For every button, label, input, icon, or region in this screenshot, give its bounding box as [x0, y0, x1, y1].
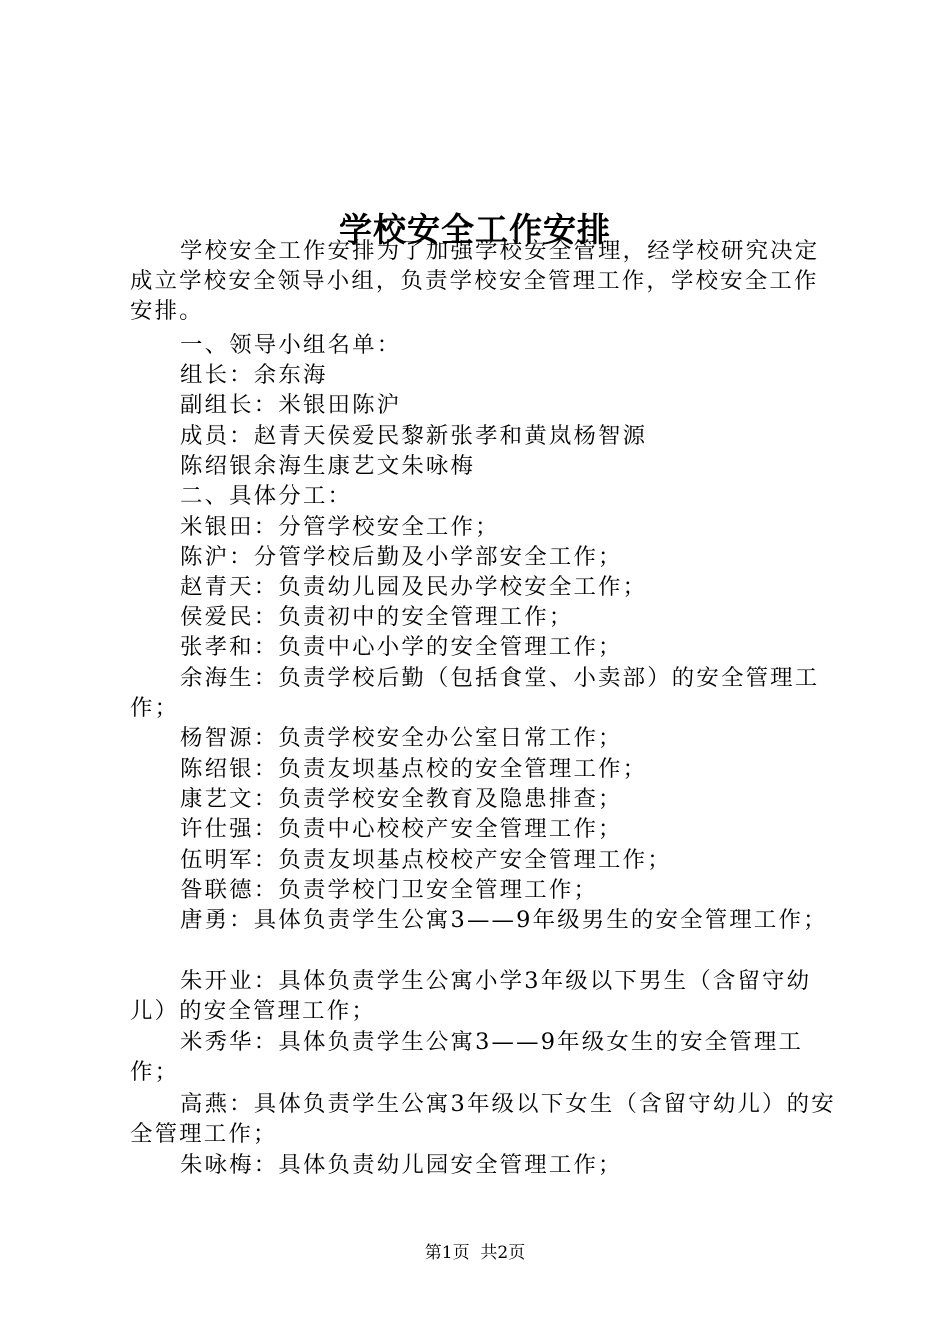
page-footer: 第1页 共2页: [424, 1243, 526, 1263]
duty-item: 余海生：负责学校后勤（包括食堂、小卖部）的安全管理工作；: [130, 665, 820, 722]
duty-item: 陈绍银：负责友坝基点校的安全管理工作；: [180, 756, 648, 782]
duty-item: 朱开业：具体负责学生公寓小学3年级以下男生（含留守幼儿）的安全管理工作；: [130, 968, 812, 1025]
duty-item: 许仕强：负责中心校校产安全管理工作；: [180, 816, 623, 842]
duty-item: 高燕：具体负责学生公寓3年级以下女生（含留守幼儿）的安全管理工作；: [130, 1091, 836, 1148]
duty-item: 米银田：分管学校安全工作；: [180, 514, 500, 540]
duty-item: 朱咏梅：具体负责幼儿园安全管理工作；: [180, 1152, 623, 1178]
duty-item: 赵青天：负责幼儿园及民办学校安全工作；: [180, 574, 648, 600]
duty-item: 昝联德：负责学校门卫安全管理工作；: [180, 877, 599, 903]
duty-item: 伍明军：负责友坝基点校校产安全管理工作；: [180, 847, 672, 873]
deputy-leader-line: 副组长：米银田陈沪: [180, 392, 402, 418]
section-heading-duties: 二、具体分工：: [180, 483, 353, 509]
section-heading-leadership: 一、领导小组名单：: [180, 332, 402, 358]
duty-item: 杨智源：负责学校安全办公室日常工作；: [180, 725, 623, 751]
duty-item: 陈沪：分管学校后勤及小学部安全工作；: [180, 544, 623, 570]
page-title: 学校安全工作安排: [339, 210, 611, 250]
leader-line: 组长：余东海: [180, 362, 328, 388]
members-line-continued: 陈绍银余海生康艺文朱咏梅: [180, 453, 476, 479]
members-line: 成员：赵青天侯爱民黎新张孝和黄岚杨智源: [180, 423, 648, 449]
duty-item: 张孝和：负责中心小学的安全管理工作；: [180, 634, 623, 660]
duty-item: 康艺文：负责学校安全教育及隐患排查；: [180, 786, 623, 812]
duty-item: 唐勇：具体负责学生公寓3——9年级男生的安全管理工作；: [180, 907, 828, 933]
duty-item: 米秀华：具体负责学生公寓3——9年级女生的安全管理工作；: [130, 1029, 804, 1086]
duty-item: 侯爱民：负责初中的安全管理工作；: [180, 604, 574, 630]
intro-paragraph: 学校安全工作安排为了加强学校安全管理，经学校研究决定成立学校安全领导小组，负责学校安全管理工作，学校安全工作安排。: [130, 238, 820, 325]
